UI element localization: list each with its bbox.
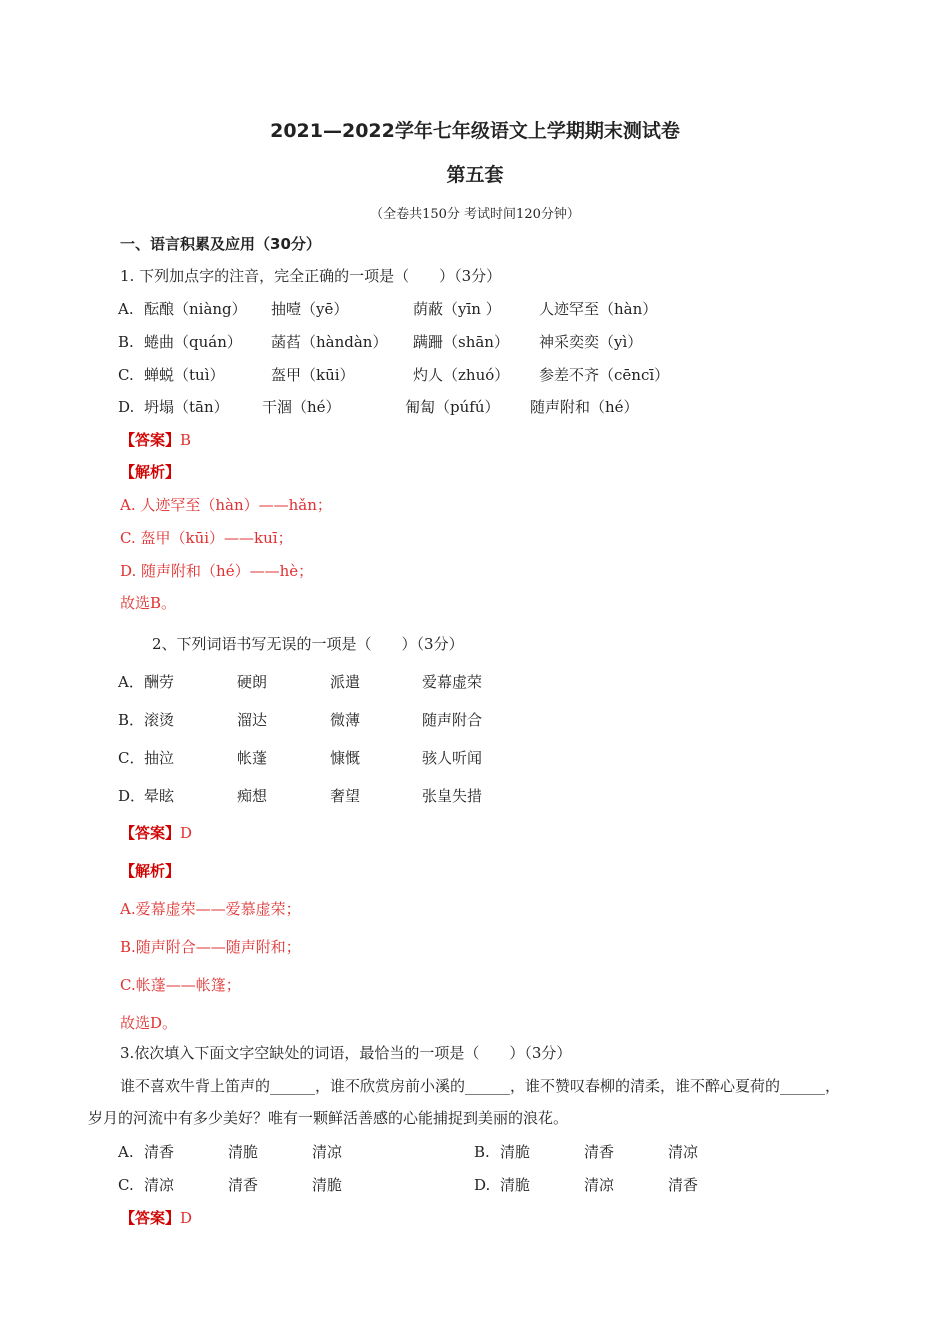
option-item: 奢望 xyxy=(330,787,361,805)
option-item: 清凉 xyxy=(668,1143,699,1161)
question-1-answer xyxy=(120,430,191,450)
option-item: 派遣 xyxy=(330,673,361,691)
section-heading: 一、语言积累及应用（30分） xyxy=(120,235,321,253)
option-letter: C. xyxy=(118,366,134,384)
option-item: 清香 xyxy=(584,1143,615,1161)
question-3-stem: 3.依次填入下面文字空缺处的词语，最恰当的一项是（ ）（3分） xyxy=(120,1044,572,1062)
option-item: 清香 xyxy=(228,1176,259,1194)
option-item: 酬劳 xyxy=(144,673,175,691)
question-3-passage: 谁不喜欢牛背上笛声的______，谁不欣赏房前小溪的______，谁不赞叹春柳的清柔，谁不醉心夏荷的______，岁月的河流中有多少美好？唯有一颗鲜活善感的心能捕捉到美丽的浪花。 xyxy=(88,1077,841,1127)
option-item: 随声附和（hé） xyxy=(530,398,639,416)
option-item: 清脆 xyxy=(228,1143,259,1161)
answer-value: B xyxy=(180,431,192,449)
option-item: 帐蓬 xyxy=(237,749,268,767)
analysis-line: D. 随声附和（hé）——hè； xyxy=(120,562,314,580)
option-item: 抽泣 xyxy=(144,749,175,767)
option-item: 荫蔽（yīn ） xyxy=(413,300,501,318)
analysis-line: A.爱幕虚荣——爱慕虚荣； xyxy=(120,900,301,918)
question-2-analysis-label: 【解析】 xyxy=(120,862,181,880)
answer-label: 【答案】 xyxy=(120,431,181,449)
analysis-line: B.随声附合——随声附和； xyxy=(120,938,301,956)
document-subtitle: 第五套 xyxy=(446,164,504,186)
option-item: 爱幕虚荣 xyxy=(422,673,483,691)
exam-note: （全卷共150分 考试时间120分钟） xyxy=(370,207,580,222)
option-item: 盔甲（kūi） xyxy=(271,366,355,384)
option-item: 坍塌（tān） xyxy=(144,398,229,416)
analysis-line: A. 人迹罕至（hàn）——hǎn； xyxy=(120,496,332,514)
option-item: 张皇失措 xyxy=(422,787,483,805)
option-item: 清凉 xyxy=(144,1176,175,1194)
option-letter: C． xyxy=(118,749,145,767)
option-item: 微薄 xyxy=(330,711,361,729)
option-item: 骇人听闻 xyxy=(422,749,483,767)
option-letter: D． xyxy=(118,787,146,805)
option-item: 蝉蜕（tuì） xyxy=(144,366,225,384)
question-1-stem: 1. 下列加点字的注音，完全正确的一项是（ ）（3分） xyxy=(120,267,502,285)
analysis-line: 故选B。 xyxy=(120,594,177,612)
option-letter: B. xyxy=(118,333,134,351)
option-item: 晕眩 xyxy=(144,787,175,805)
option-item: 匍匐（púfú） xyxy=(405,398,500,416)
option-item: 蜷曲（quán） xyxy=(144,333,242,351)
option-item: 随声附合 xyxy=(422,711,483,729)
option-item: 痴想 xyxy=(237,787,268,805)
answer-value: D xyxy=(180,824,193,842)
option-item: 菡萏（hàndàn） xyxy=(271,333,388,351)
option-item: 清脆 xyxy=(500,1143,531,1161)
question-1-analysis-label: 【解析】 xyxy=(120,463,181,481)
option-item: 人迹罕至（hàn） xyxy=(539,300,658,318)
option-item: 抽噎（yē） xyxy=(271,300,349,318)
option-letter: B． xyxy=(118,711,145,729)
answer-label: 【答案】 xyxy=(120,824,181,842)
option-letter: C. xyxy=(118,1176,134,1194)
answer-value: D xyxy=(180,1209,193,1227)
option-item: 硬朗 xyxy=(237,673,268,691)
option-letter: A. xyxy=(118,1143,134,1161)
option-item: 清脆 xyxy=(500,1176,531,1194)
analysis-line: C.帐蓬——帐篷； xyxy=(120,976,241,994)
option-letter: B. xyxy=(474,1143,490,1161)
option-item: 溜达 xyxy=(237,711,268,729)
option-item: 清香 xyxy=(668,1176,699,1194)
option-item: 酝酿（niàng） xyxy=(144,300,247,318)
answer-label: 【答案】 xyxy=(120,1209,181,1227)
option-letter: A． xyxy=(118,673,144,691)
option-item: 神采奕奕（yì） xyxy=(539,333,643,351)
option-item: 灼人（zhuó） xyxy=(413,366,510,384)
question-3-answer xyxy=(120,1208,192,1228)
option-item: 滚烫 xyxy=(144,711,175,729)
option-item: 清凉 xyxy=(312,1143,343,1161)
option-letter: D. xyxy=(474,1176,491,1194)
question-2-answer xyxy=(120,823,192,843)
question-2-stem: 2、下列词语书写无误的一项是（ ）（3分） xyxy=(152,635,464,653)
option-item: 清脆 xyxy=(312,1176,343,1194)
option-item: 清凉 xyxy=(584,1176,615,1194)
option-item: 清香 xyxy=(144,1143,175,1161)
analysis-line: C. 盔甲（kūi）——kuī； xyxy=(120,529,293,547)
analysis-line: 故选D。 xyxy=(120,1014,178,1032)
document-title: 2021—2022学年七年级语文上学期期末测试卷 xyxy=(270,120,680,142)
option-letter: D. xyxy=(118,398,135,416)
option-letter: A. xyxy=(118,300,134,318)
option-item: 干涸（hé） xyxy=(262,398,341,416)
option-item: 慷慨 xyxy=(330,749,361,767)
option-item: 蹒跚（shān） xyxy=(413,333,509,351)
option-item: 参差不齐（cēncī） xyxy=(539,366,670,384)
